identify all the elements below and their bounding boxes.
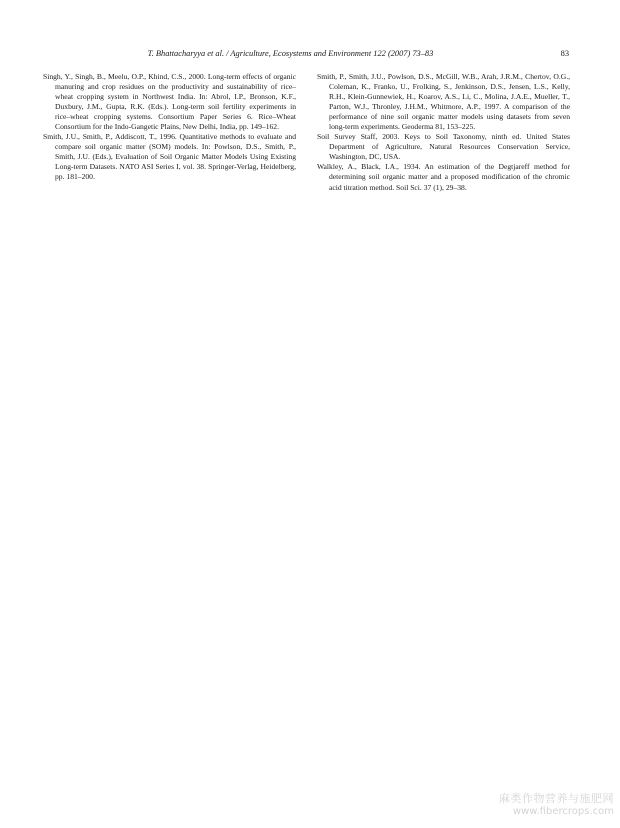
- watermark-chinese-text: 麻类作物营养与施肥网: [499, 792, 614, 805]
- journal-citation-header: T. Bhattacharyya et al. / Agriculture, Ecosystems and Environment 122 (2007) 73–83: [147, 49, 434, 58]
- reference-entry: Smith, P., Smith, J.U., Powlson, D.S., McGill, W.B., Arah, J.R.M., Chertov, O.G., Coleman, K., Franko, U., Frolking, S., Jenkinson, D.S., Jensen, L.S., Kelly, R.H., Klein-Gunnewiek, H., Koarov, A.S., Li, C., Molina, J.A.E., Mueller, T., Parton, W.J., Thronley, J.H.M., Whitmore, A.P., 1997. A comparison of the performance of nine soil organic matter models using datasets from seven long-term experiments. Geoderma 81, 153–225.: [317, 72, 570, 132]
- page-number: 83: [560, 49, 569, 58]
- reference-entry: Soil Survey Staff, 2003. Keys to Soil Taxonomy, ninth ed. United States Department of Agriculture, Natural Resources Conservation Service, Washington, DC, USA.: [317, 132, 570, 162]
- reference-entry: Walkley, A., Black, I.A., 1934. An estimation of the Degtjareff method for determining soil organic matter and a proposed modification of the chromic acid titration method. Soil Sci. 37 (1), 29–38.: [317, 162, 570, 192]
- references-column-left: [43, 72, 296, 183]
- reference-entry: Smith, J.U., Smith, P., Addiscott, T., 1996. Quantitative methods to evaluate and compare soil organic matter (SOM) models. In: Powlson, D.S., Smith, P., Smith, J.U. (Eds.), Evaluation of Soil Organic Matter Models Using Existing Long-term Datasets. NATO ASI Series I, vol. 38. Springer-Verlag, Heidelberg, pp. 181–200.: [43, 132, 296, 182]
- references-column-right: [317, 72, 570, 193]
- site-watermark: [484, 792, 614, 818]
- reference-entry: Singh, Y., Singh, B., Meelu, O.P., Khind, C.S., 2000. Long-term effects of organic manuring and crop residues on the productivity and sustainability of rice–wheat cropping system in Northwest India. In: Abrol, I.P., Bronson, K.F., Duxbury, J.M., Gupta, R.K. (Eds.). Long-term soil fertility experiments in rice–wheat cropping systems. Consortium Paper Series 6. Rice–Wheat Consortium for the Indo-Gangetic Plains, New Delhi, India, pp. 149–162.: [43, 72, 296, 132]
- watermark-url: www.fibercrops.com: [512, 806, 614, 817]
